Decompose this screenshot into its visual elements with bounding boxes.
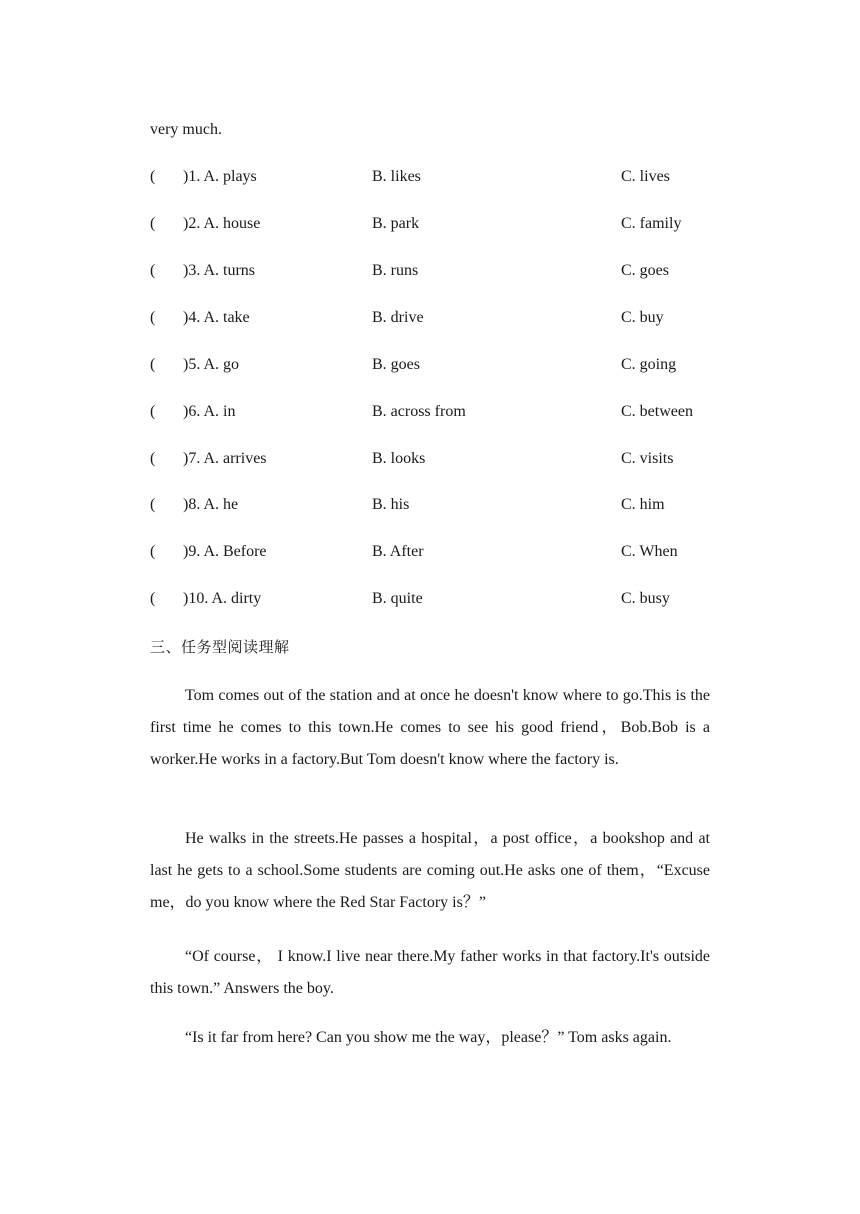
- option-b: B. drive: [372, 309, 424, 326]
- question-row: [150, 495, 730, 515]
- question-row: [150, 308, 730, 328]
- answer-blank: (: [150, 590, 156, 607]
- question-row: [150, 402, 730, 422]
- answer-blank: (: [150, 450, 156, 467]
- reading-paragraph: “Of course， I know.I live near there.My father works in that factory.It's outside this town.” Answers the boy.: [150, 948, 710, 997]
- option-c: C. buy: [621, 309, 664, 326]
- option-c: C. When: [621, 543, 678, 560]
- option-c: C. family: [621, 215, 682, 232]
- option-a: )3. A. turns: [183, 262, 255, 279]
- option-c: C. him: [621, 496, 665, 513]
- question-row: [150, 261, 730, 281]
- option-b: B. looks: [372, 450, 426, 467]
- intro-tail-text: very much.: [150, 121, 222, 138]
- option-a: )1. A. plays: [183, 168, 257, 185]
- option-b: B. his: [372, 496, 410, 513]
- option-c: C. busy: [621, 590, 670, 607]
- option-b: B. After: [372, 543, 424, 560]
- answer-blank: (: [150, 262, 156, 279]
- option-a: )7. A. arrives: [183, 450, 267, 467]
- option-a: )4. A. take: [183, 309, 250, 326]
- section-heading: 三、任务型阅读理解: [150, 638, 290, 656]
- answer-blank: (: [150, 215, 156, 232]
- reading-paragraph: He walks in the streets.He passes a hospital，a post office，a bookshop and at last he gets to a school.Some students are coming out.He asks one of them，“Excuse me，do you know where the Red Star Factory is？”: [150, 830, 710, 911]
- question-row: [150, 542, 730, 562]
- answer-blank: (: [150, 543, 156, 560]
- option-a: )10. A. dirty: [183, 590, 262, 607]
- question-row: [150, 355, 730, 375]
- option-c: C. visits: [621, 450, 674, 467]
- question-row: [150, 214, 730, 234]
- option-b: B. across from: [372, 403, 466, 420]
- option-a: )2. A. house: [183, 215, 261, 232]
- option-c: C. goes: [621, 262, 669, 279]
- question-row: [150, 167, 730, 187]
- question-row: [150, 449, 730, 469]
- option-b: B. quite: [372, 590, 423, 607]
- answer-blank: (: [150, 309, 156, 326]
- option-b: B. park: [372, 215, 420, 232]
- option-a: )5. A. go: [183, 356, 239, 373]
- option-b: B. likes: [372, 168, 421, 185]
- option-b: B. runs: [372, 262, 419, 279]
- reading-paragraph: “Is it far from here? Can you show me the way，please？” Tom asks again.: [185, 1029, 672, 1046]
- option-b: B. goes: [372, 356, 420, 373]
- question-row: [150, 589, 730, 609]
- answer-blank: (: [150, 403, 156, 420]
- option-c: C. lives: [621, 168, 670, 185]
- answer-blank: (: [150, 356, 156, 373]
- option-a: )8. A. he: [183, 496, 239, 513]
- reading-paragraph: Tom comes out of the station and at once he doesn't know where to go.This is the first time he comes to this town.He comes to see his good friend，Bob.Bob is a worker.He works in a factory.But Tom doesn't know where the factory is.: [150, 687, 710, 768]
- option-c: C. between: [621, 403, 693, 420]
- answer-blank: (: [150, 168, 156, 185]
- option-a: )9. A. Before: [183, 543, 267, 560]
- option-c: C. going: [621, 356, 677, 373]
- option-a: )6. A. in: [183, 403, 236, 420]
- answer-blank: (: [150, 496, 156, 513]
